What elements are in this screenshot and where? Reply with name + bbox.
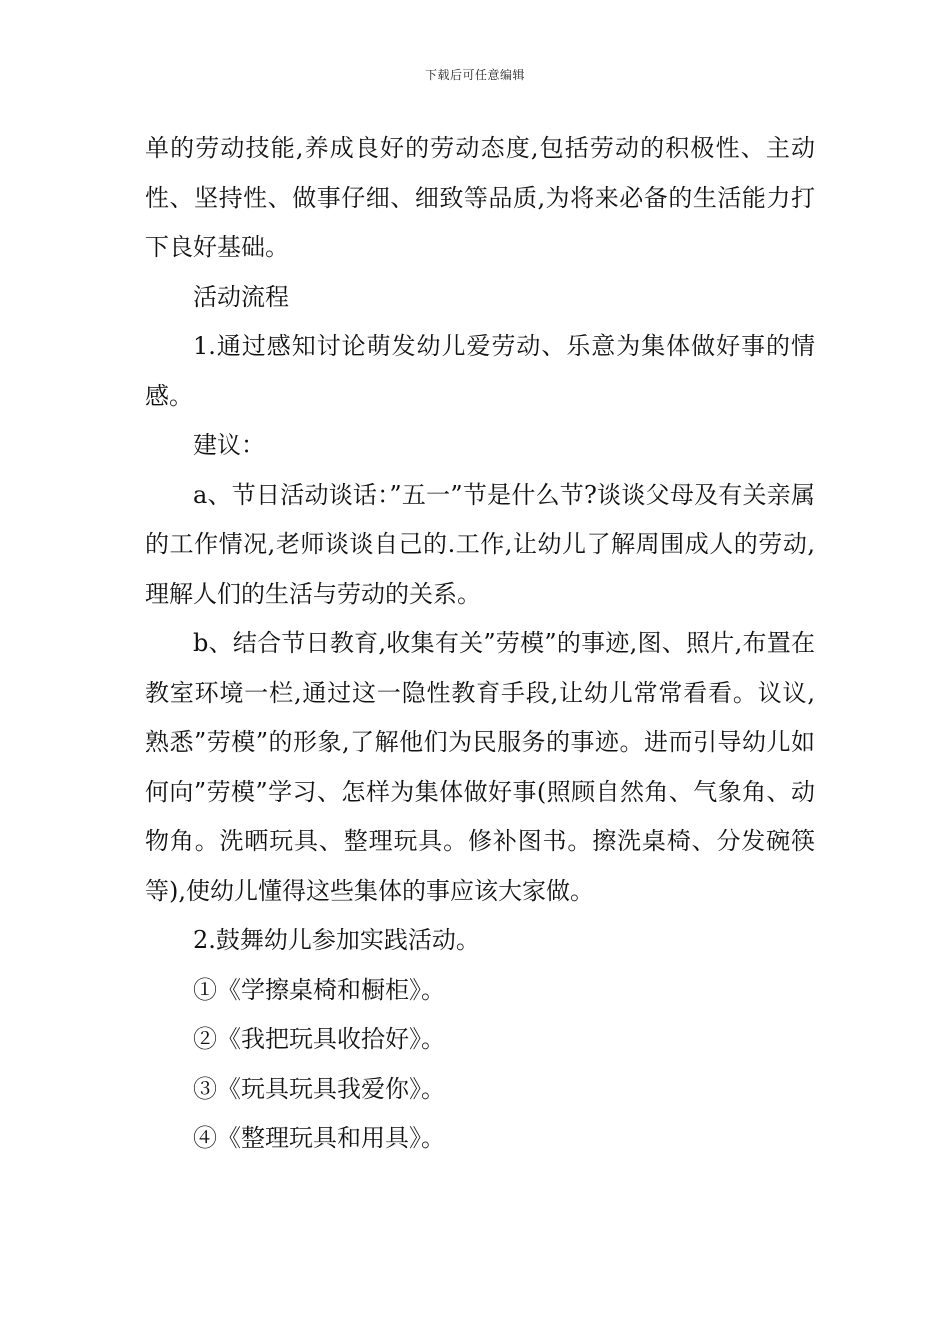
paragraph-suggestion-a: a、节日活动谈话：”五一”节是什么节?谈谈父母及有关亲属的工作情况,老师谈谈自己的.工作,让幼儿了解周围成人的劳动,理解人们的生活与劳动的关系。 <box>145 480 815 608</box>
document-body <box>145 124 815 1164</box>
heading-activity-process: 活动流程 <box>193 282 289 311</box>
list-item-activity-3: ③《玩具玩具我爱你》。 <box>193 1074 445 1103</box>
page-header-note: 下载后可任意编辑 <box>424 68 525 82</box>
list-item-activity-4: ④《整理玩具和用具》。 <box>193 1124 445 1152</box>
list-item-activity-1: ①《学擦桌椅和橱柜》。 <box>193 975 445 1004</box>
paragraph-suggestion-label: 建议： <box>193 431 265 459</box>
paragraph-suggestion-b: b、结合节日教育,收集有关”劳模”的事迹,图、照片,布置在教室环境一栏,通过这一隐性教育手段,让幼儿常常看看。议议,熟悉”劳模”的形象,了解他们为民服务的事迹。进而引导幼儿如何向”劳模”学习、怎样为集体做好事(照顾自然角、气象角、动物角。洗晒玩具、整理玩具。修补图书。擦洗桌椅、分发碗筷等),使幼儿懂得这些集体的事应该大家做。 <box>145 629 815 905</box>
paragraph-skills: 单的劳动技能,养成良好的劳动态度,包括劳动的积极性、主动性、坚持性、做事仔细、细致等品质,为将来必备的生活能力打下良好基础。 <box>145 134 815 261</box>
paragraph-step-2: 2.鼓舞幼儿参加实践活动。 <box>193 926 480 954</box>
list-item-activity-2: ②《我把玩具收拾好》。 <box>193 1025 445 1053</box>
paragraph-step-1: 1.通过感知讨论萌发幼儿爱劳动、乐意为集体做好事的情感。 <box>145 332 815 410</box>
